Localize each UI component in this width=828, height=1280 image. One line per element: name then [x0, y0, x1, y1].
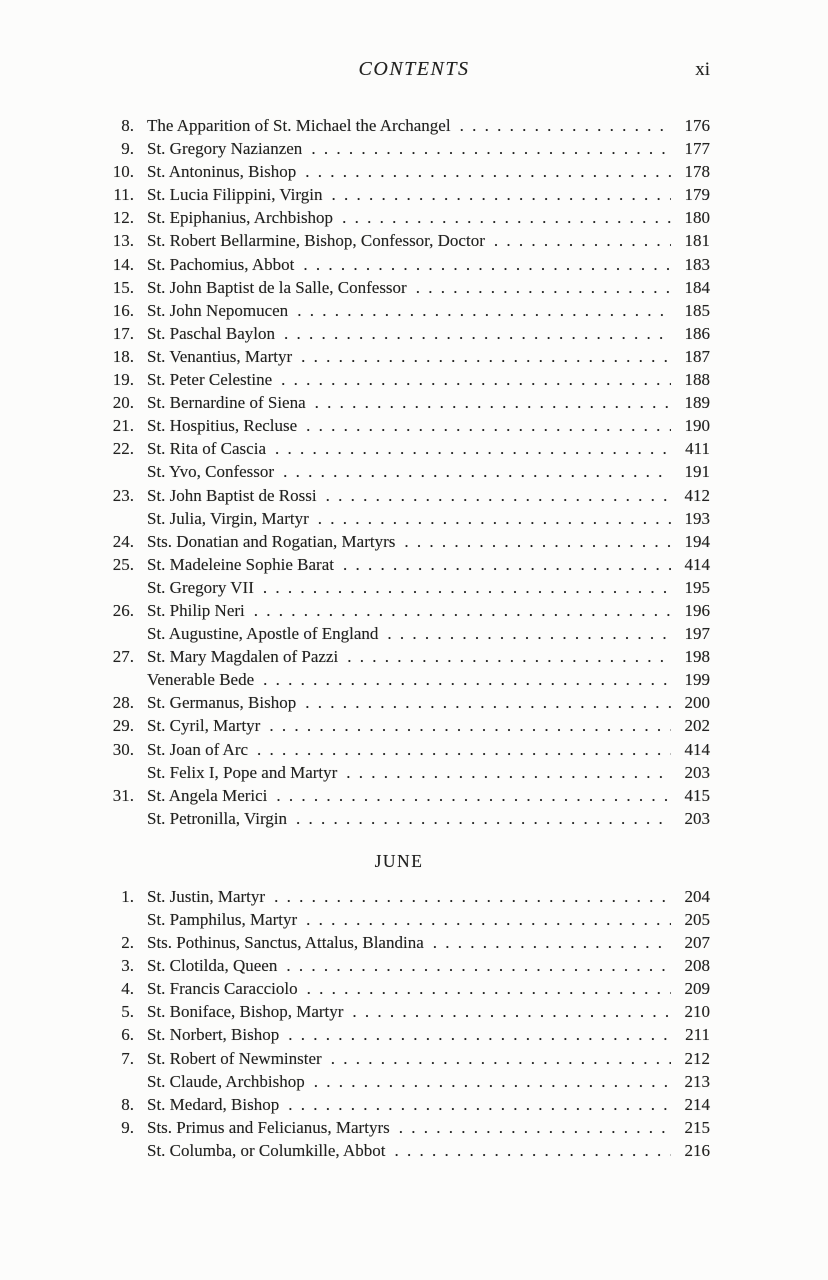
- entry-number: 12.: [112, 208, 134, 228]
- toc-entry: [88, 437, 710, 460]
- dot-leader: [315, 391, 671, 414]
- entry-title: St. Justin, Martyr: [147, 886, 266, 906]
- entry-page-number: 183: [684, 254, 710, 274]
- entry-page-number: 194: [684, 531, 710, 551]
- entry-page-number: 414: [684, 554, 710, 574]
- entry-title: St. Medard, Bishop: [147, 1094, 280, 1114]
- dot-leader: [276, 784, 671, 807]
- entry-page-number: 196: [684, 600, 710, 620]
- folio-page-number: xi: [695, 59, 710, 80]
- toc-entry: [88, 206, 710, 229]
- dot-leader: [416, 276, 671, 299]
- entry-number: 8.: [121, 1094, 134, 1114]
- dot-leader: [257, 738, 671, 761]
- dot-leader: [331, 183, 671, 206]
- toc-entry: [88, 576, 710, 599]
- toc-entry: [88, 1070, 710, 1093]
- dot-leader: [460, 114, 671, 137]
- entry-number: 7.: [121, 1048, 134, 1068]
- entry-title: St. Boniface, Bishop, Martyr: [147, 1002, 344, 1022]
- dot-leader: [311, 137, 671, 160]
- entry-number: 31.: [112, 785, 134, 805]
- dot-leader: [275, 437, 671, 460]
- entry-title: St. Yvo, Confessor: [147, 462, 275, 482]
- dot-leader: [269, 714, 671, 737]
- entry-page-number: 176: [684, 116, 710, 135]
- toc-entry: [88, 908, 710, 931]
- toc-entry: [88, 183, 710, 206]
- entry-title: St. Rita of Cascia: [147, 439, 266, 459]
- dot-leader: [284, 322, 671, 345]
- entry-number: 24.: [112, 531, 134, 551]
- dot-leader: [404, 530, 671, 553]
- toc-entry: [88, 714, 710, 737]
- entry-title: St. Clotilda, Queen: [147, 956, 278, 976]
- dot-leader: [342, 206, 671, 229]
- entry-title: The Apparition of St. Michael the Archangel: [147, 116, 451, 135]
- entry-page-number: 204: [684, 886, 710, 906]
- entry-number: 27.: [112, 647, 134, 667]
- entry-page-number: 211: [685, 1025, 710, 1045]
- dot-leader: [494, 229, 671, 252]
- dot-leader: [288, 1023, 671, 1046]
- entry-number: 5.: [121, 1002, 134, 1022]
- entry-number: 2.: [121, 933, 134, 953]
- toc-entry: [88, 691, 710, 714]
- entry-number: 6.: [121, 1025, 134, 1045]
- entry-number: 1.: [121, 886, 134, 906]
- dot-leader: [283, 460, 671, 483]
- toc-entry: [88, 460, 710, 483]
- entry-title: St. Madeleine Sophie Barat: [147, 554, 334, 574]
- dot-leader: [307, 977, 671, 1000]
- page-title: CONTENTS: [358, 58, 470, 80]
- entry-page-number: 213: [684, 1071, 710, 1091]
- entry-number: 22.: [112, 439, 134, 459]
- entry-number: 19.: [112, 370, 134, 390]
- entry-page-number: 414: [684, 739, 710, 759]
- entry-number: 25.: [112, 554, 134, 574]
- entry-page-number: 180: [684, 208, 710, 228]
- toc-entry: [88, 784, 710, 807]
- entry-title: St. Mary Magdalen of Pazzi: [147, 647, 339, 667]
- entry-title: St. Epiphanius, Archbishop: [147, 208, 334, 228]
- entry-title: St. Philip Neri: [147, 600, 245, 620]
- dot-leader: [263, 576, 671, 599]
- entry-number: 8.: [121, 116, 134, 135]
- entry-number: 20.: [112, 393, 134, 413]
- entry-title: St. Antoninus, Bishop: [147, 162, 297, 182]
- toc-entry: [88, 885, 710, 908]
- dot-leader: [346, 761, 671, 784]
- dot-leader: [343, 553, 671, 576]
- entry-number: 16.: [112, 300, 134, 320]
- entry-page-number: 187: [684, 346, 710, 366]
- entry-page-number: 198: [684, 647, 710, 667]
- entry-page-number: 411: [685, 439, 710, 459]
- dot-leader: [347, 645, 671, 668]
- entry-page-number: 207: [684, 933, 710, 953]
- dot-leader: [314, 1070, 671, 1093]
- toc-entry: [88, 668, 710, 691]
- dot-leader: [326, 484, 671, 507]
- entry-page-number: 195: [684, 577, 710, 597]
- toc-entry: [88, 345, 710, 368]
- entry-page-number: 210: [684, 1002, 710, 1022]
- dot-leader: [433, 931, 671, 954]
- entry-number: 29.: [112, 716, 134, 736]
- dot-leader: [301, 345, 671, 368]
- entry-title: St. Germanus, Bishop: [147, 693, 297, 713]
- entry-page-number: 190: [684, 416, 710, 436]
- entry-page-number: 197: [684, 624, 710, 644]
- toc-entry: [88, 160, 710, 183]
- entry-title: St. Julia, Virgin, Martyr: [147, 508, 309, 528]
- entry-page-number: 208: [684, 956, 710, 976]
- entry-page-number: 188: [684, 370, 710, 390]
- toc-entry: [88, 299, 710, 322]
- toc-entry: [88, 507, 710, 530]
- dot-leader: [296, 807, 671, 830]
- dot-leader: [254, 599, 671, 622]
- entry-number: 23.: [112, 485, 134, 505]
- toc-entry: [88, 761, 710, 784]
- toc-sections: [88, 114, 710, 1162]
- entry-page-number: 193: [684, 508, 710, 528]
- entry-title: Sts. Pothinus, Sanctus, Attalus, Blandina: [147, 933, 424, 953]
- entry-title: St. Felix I, Pope and Martyr: [147, 762, 338, 782]
- toc-entry: [88, 931, 710, 954]
- entry-title: St. Gregory VII: [147, 577, 254, 597]
- toc-entry: [88, 368, 710, 391]
- dot-leader: [303, 253, 671, 276]
- toc-entry: [88, 414, 710, 437]
- entry-page-number: 181: [684, 231, 710, 251]
- toc-entry: [88, 977, 710, 1000]
- entry-page-number: 415: [684, 785, 710, 805]
- entry-title: St. Venantius, Martyr: [147, 346, 293, 366]
- entry-page-number: 185: [684, 300, 710, 320]
- entry-number: 15.: [112, 277, 134, 297]
- running-head: [0, 58, 828, 84]
- toc-entry: [88, 1023, 710, 1046]
- entry-page-number: 202: [684, 716, 710, 736]
- toc-entry: [88, 276, 710, 299]
- entry-title: St. Gregory Nazianzen: [147, 139, 303, 159]
- entry-number: 18.: [112, 346, 134, 366]
- entry-title: St. Augustine, Apostle of England: [147, 624, 379, 644]
- entry-page-number: 178: [684, 162, 710, 182]
- entry-title: St. Robert of Newminster: [147, 1048, 322, 1068]
- entry-title: St. Pamphilus, Martyr: [147, 910, 298, 929]
- entry-title: St. Lucia Filippini, Virgin: [147, 185, 323, 205]
- dot-leader: [306, 908, 671, 931]
- entry-title: St. Cyril, Martyr: [147, 716, 261, 736]
- toc-entry: [88, 229, 710, 252]
- section-heading: JUNE: [374, 850, 424, 871]
- entry-title: St. Peter Celestine: [147, 370, 273, 390]
- dot-leader: [318, 507, 671, 530]
- entry-page-number: 205: [684, 910, 710, 929]
- entry-page-number: 214: [684, 1094, 710, 1114]
- dot-leader: [286, 954, 671, 977]
- toc-entry: [88, 530, 710, 553]
- entry-title: St. Angela Merici: [147, 785, 268, 805]
- toc-entry: [88, 1047, 710, 1070]
- toc-entry: [88, 1093, 710, 1116]
- entry-page-number: 179: [684, 185, 710, 205]
- entry-page-number: 216: [684, 1140, 710, 1160]
- dot-leader: [281, 368, 671, 391]
- toc-entry: [88, 114, 710, 137]
- entry-page-number: 191: [684, 462, 710, 482]
- dot-leader: [274, 885, 671, 908]
- dot-leader: [399, 1116, 671, 1139]
- toc-entry: [88, 1139, 710, 1162]
- entry-number: 10.: [112, 162, 134, 182]
- entry-page-number: 203: [684, 808, 710, 828]
- toc-entry: [88, 137, 710, 160]
- toc-entry: [88, 1000, 710, 1023]
- entry-number: 14.: [112, 254, 134, 274]
- entry-page-number: 184: [684, 277, 710, 297]
- entry-title: Sts. Primus and Felicianus, Martyrs: [147, 1117, 390, 1137]
- entry-title: St. Robert Bellarmine, Bishop, Confessor, Doctor: [147, 231, 485, 251]
- entry-title: St. Claude, Archbishop: [147, 1071, 305, 1091]
- dot-leader: [394, 1139, 671, 1162]
- dot-leader: [288, 1093, 671, 1116]
- entry-title: St. Hospitius, Recluse: [147, 416, 298, 436]
- entry-page-number: 215: [684, 1117, 710, 1137]
- toc-entry: [88, 738, 710, 761]
- entry-title: St. John Baptist de la Salle, Confessor: [147, 277, 407, 297]
- entry-title: St. Joan of Arc: [147, 739, 249, 759]
- dot-leader: [305, 160, 671, 183]
- toc-entry: [88, 807, 710, 830]
- entry-number: 3.: [121, 956, 134, 976]
- entry-number: 9.: [121, 139, 134, 159]
- dot-leader: [352, 1000, 671, 1023]
- entry-title: St. Francis Caracciolo: [147, 979, 298, 999]
- entry-number: 26.: [112, 600, 134, 620]
- toc-entry: [88, 391, 710, 414]
- entry-number: 28.: [112, 693, 134, 713]
- entry-title: St. Norbert, Bishop: [147, 1025, 280, 1045]
- entry-page-number: 412: [684, 485, 710, 505]
- entry-number: 30.: [112, 739, 134, 759]
- entry-number: 9.: [121, 1117, 134, 1137]
- entry-page-number: 212: [684, 1048, 710, 1068]
- entry-number: 4.: [121, 979, 134, 999]
- entry-number: 17.: [112, 323, 134, 343]
- entry-title: St. John Nepomucen: [147, 300, 289, 320]
- toc-entry: [88, 645, 710, 668]
- entry-page-number: 200: [684, 693, 710, 713]
- entry-number: 21.: [112, 416, 134, 436]
- entry-title: St. Petronilla, Virgin: [147, 808, 288, 828]
- toc-entry: [88, 1116, 710, 1139]
- entry-page-number: 199: [684, 670, 710, 690]
- dot-leader: [263, 668, 671, 691]
- entry-title: St. Pachomius, Abbot: [147, 254, 295, 274]
- entry-page-number: 189: [684, 393, 710, 413]
- entry-page-number: 186: [684, 323, 710, 343]
- entry-title: St. Bernardine of Siena: [147, 393, 306, 413]
- entry-title: St. John Baptist de Rossi: [147, 485, 317, 505]
- dot-leader: [297, 299, 671, 322]
- entry-number: 13.: [112, 231, 134, 251]
- toc-entry: [88, 484, 710, 507]
- toc-entry: [88, 322, 710, 345]
- dot-leader: [305, 691, 671, 714]
- entry-title: St. Paschal Baylon: [147, 323, 275, 343]
- toc-entry: [88, 954, 710, 977]
- entry-page-number: 209: [684, 979, 710, 999]
- entry-title: Sts. Donatian and Rogatian, Martyrs: [147, 531, 396, 551]
- entry-page-number: 203: [684, 762, 710, 782]
- dot-leader: [387, 622, 671, 645]
- toc-entry: [88, 599, 710, 622]
- dot-leader: [331, 1047, 671, 1070]
- toc-entry: [88, 253, 710, 276]
- dot-leader: [306, 414, 671, 437]
- toc-entry: [88, 553, 710, 576]
- entry-number: 11.: [113, 185, 134, 205]
- entry-title: Venerable Bede: [147, 670, 255, 690]
- entry-page-number: 177: [684, 139, 710, 159]
- entry-title: St. Columba, or Columkille, Abbot: [147, 1140, 386, 1160]
- toc-entry: [88, 622, 710, 645]
